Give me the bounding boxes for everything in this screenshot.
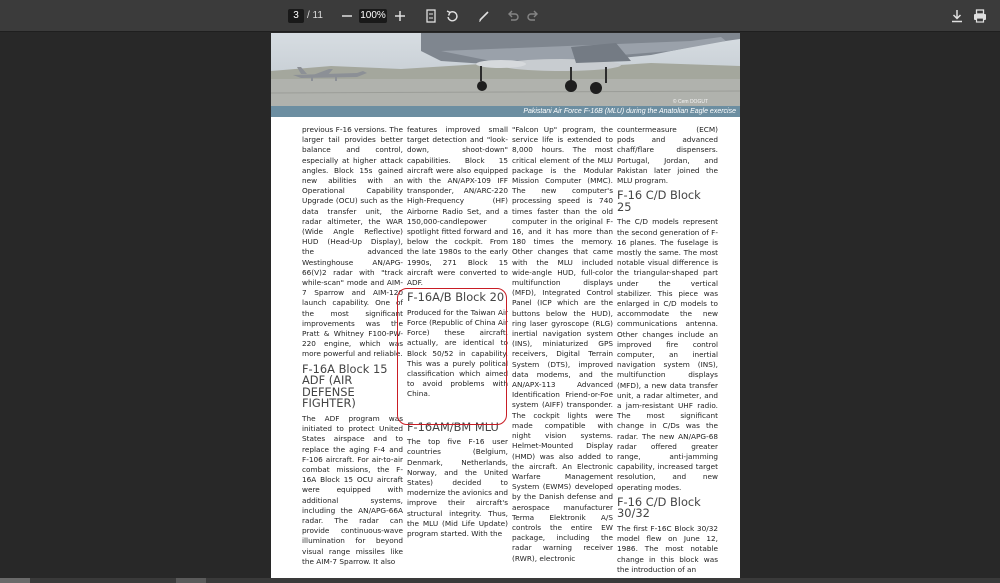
zoom-out-icon[interactable] xyxy=(339,8,355,24)
paragraph: previous F-16 versions. The larger tail provides better balance and control, especially at higher attack angles. Block 15s gained new abilities with an Operational Capability Upgrade (OCU) such as the data transfer unit, the radar altimeter, the WAR (Wide Angle Reflective) HUD (Head-Up Display), the advanced Westinghouse AN/APG-66(V)2 radar with "track while-scan" mode and AIM-7 Sparrow and AIM-120 launch capability. One of the most significant improvements was the Pratt & Whitney F100-PW-220 engine, which was more powerful and reliable. xyxy=(302,125,403,359)
section-heading: F-16 C/D Block 25 xyxy=(617,188,701,214)
text-column-1 xyxy=(302,125,403,571)
undo-icon[interactable] xyxy=(505,8,521,24)
bottom-strip xyxy=(0,578,1000,583)
paragraph: countermeasure (ECM) pods and advanced chaff/flare dispensers. Portugal, Jordan, and Pakistan later joined the MLU program. xyxy=(617,125,718,186)
fit-page-icon[interactable] xyxy=(423,8,439,24)
paragraph: The first F-16C Block 30/32 model flew on June 12, 1986. The most notable change in this block was the introduction of an xyxy=(617,524,718,574)
photo-credit: © Cem DOGUT xyxy=(672,99,708,105)
zoom-in-icon[interactable] xyxy=(392,8,408,24)
caption-bar xyxy=(271,106,740,117)
paragraph: The ADF program was initiated to protect United States airspace and to replace the aging F-4 and F-106 aircraft. For air-to-air combat missions, the F-16A Block 15 OCU aircraft were equipped with additional systems, including the AN/APG-66A radar. The radar can provide continuous-wave illumination for beyond visual range missiles like the AIM-7 Sparrow. It also xyxy=(302,414,403,566)
pdf-page xyxy=(271,33,740,578)
rotate-icon[interactable] xyxy=(444,8,460,24)
viewer-toolbar xyxy=(0,0,1000,32)
section-heading: F-16 C/D Block 30/32 xyxy=(617,494,701,521)
text-column-3 xyxy=(512,125,613,568)
paragraph: features improved small target detection and "look-down, shoot-down" capabilities. Block 15 aircraft were also equipped with the AN/APX-109 IFF transponder, AN/ARC-220 High-Frequency (HF) Airborne Radio Set, and a 150,000-candlepower spotlight fitted forward and below the cockpit. From the late 1980s to the early 1990s, 271 Block 15 aircraft were converted to ADF. xyxy=(407,125,508,288)
page-total-label: / 11 xyxy=(307,10,323,21)
text-column-4 xyxy=(617,125,718,578)
paragraph: Produced for the Taiwan Air Force (Republic of China Air Force) these aircraft, actually, are identical to Block 50/52 in capability. This was a purely political classification which aimed to avoid problems with China. xyxy=(407,307,508,399)
section-heading: F-16A Block 15 ADF (AIR DEFENSE FIGHTER) xyxy=(302,361,388,411)
download-icon[interactable] xyxy=(949,8,965,24)
page-number-input[interactable]: 3 xyxy=(288,9,304,23)
paragraph: "Falcon Up" program, the service life is extended to 8,000 hours. The most critical element of the MLU package is the Modular Mission Computer (MMC). The new computer's processing speed is 740 times faster than the old computer in the original F-16, and it has more than 180 times the memory. Other changes that came with the MLU included wide-angle HUD, full-color multifunction displays (MFD), Integrated Control Panel (ICP which are the buttons below the HUD), ring laser gyroscope (RLG) inertial navigation system (INS), miniaturized GPS receivers, Digital Terrain System (DTS), improved data modems, and the AN/APX-113 Advanced Identification Friend-or-Foe system (AIFF) transponder. The cockpit lights were made compatible with night vision systems. Helmet-Mounted Display (HMD) was also added to the aircraft. An Electronic Warfare Management System (EWMS) developed by the Danish defense and aerospace manufacturer Terma Elektronik A/S controls the entire EW package, including the radar warning receiver (RWR), electronic xyxy=(512,125,613,563)
paragraph: The top five F-16 user countries (Belgium, Denmark, Netherlands, Norway, and the United States) decided to modernize the avionics and improve their aircraft's structural integrity. Thus, the MLU (Mid Life Update) program started. With the xyxy=(407,437,508,539)
redo-icon[interactable] xyxy=(525,8,541,24)
zoom-level-input[interactable]: 100% xyxy=(360,10,386,21)
draw-icon[interactable] xyxy=(476,8,492,24)
annotation-circle xyxy=(397,288,507,425)
photo-caption: Pakistani Air Force F-16B (MLU) during the Anatolian Eagle exercise xyxy=(523,108,736,115)
section-heading: F-16A/B Block 20 xyxy=(407,290,505,305)
aircraft-photo xyxy=(271,33,740,117)
section-heading: F-16AM/BM MLU xyxy=(407,419,499,434)
paragraph: The C/D models represent the second generation of F-16 planes. The fuselage is mostly the same. The most notable visual difference is the triangular-shaped part under the vertical stabilizer. This piece was enlarged in C/D models to accommodate the new communications antenna. Other changes include an improved fire control computer, an inertial navigation system (INS), multifunction displays (MFD), a new data transfer unit, a radar altimeter, and a jam-resistant UHF radio. The most significant change in C/Ds was the radar. The new AN/APG-68 radar offered greater range, anti-jamming capability, increased target resolution, and new operating modes. xyxy=(617,217,718,492)
print-icon[interactable] xyxy=(972,8,988,24)
